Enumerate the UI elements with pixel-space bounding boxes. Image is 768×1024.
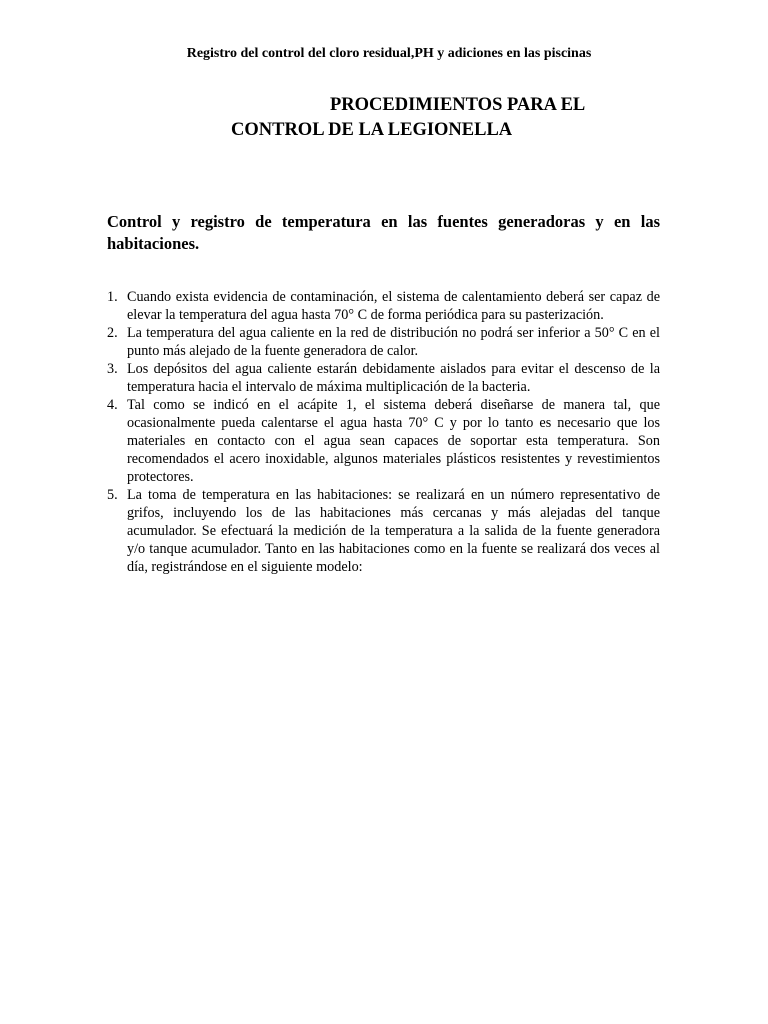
list-item-text: Cuando exista evidencia de contaminación, el sistema de calentamiento deberá ser capaz de elevar la temperatura del agua hasta 70° C de forma periódica para su pasterización. <box>127 289 660 323</box>
list-item-number: 5. <box>107 487 118 503</box>
list-item <box>107 288 660 324</box>
list-item-text: La temperatura del agua caliente en la red de distribución no podrá ser inferior a 50° C en el punto más alejado de la fuente generadora de calor. <box>127 325 660 359</box>
list-item <box>107 324 660 360</box>
main-title-line-1: PROCEDIMIENTOS PARA EL <box>330 95 586 115</box>
list-item-text: Los depósitos del agua caliente estarán debidamente aislados para evitar el descenso de la temperatura hacia el intervalo de máxima multiplicación de la bacteria. <box>127 361 660 395</box>
list-item <box>107 396 660 486</box>
main-title-line-2: CONTROL DE LA LEGIONELLA <box>231 120 513 140</box>
procedure-list <box>107 288 660 576</box>
list-item-number: 4. <box>107 397 118 413</box>
list-item-number: 3. <box>107 361 118 377</box>
list-item-text: Tal como se indicó en el acápite 1, el sistema deberá diseñarse de manera tal, que ocasionalmente pueda calentarse el agua hasta 70° C y por lo tanto es necesario que los materiales en contacto con el agua sean capaces de soportar esta temperatura. Son recomendados el acero inoxidable, algunos materiales plásticos resistentes y revestimientos protectores. <box>127 397 660 485</box>
list-item <box>107 486 660 576</box>
list-item-number: 2. <box>107 325 118 341</box>
section-heading: Control y registro de temperatura en las fuentes generadoras y en las habitaciones. <box>107 212 660 253</box>
list-item <box>107 360 660 396</box>
list-item-text: La toma de temperatura en las habitaciones: se realizará en un número representativo de grifos, incluyendo los de las habitaciones más cercanas y más alejadas del tanque acumulador. Se efectuará la medición de la temperatura a la salida de la fuente generadora y/o tanque acumulador. Tanto en las habitaciones como en la fuente se realizará dos veces al día, registrándose en el siguiente modelo: <box>127 487 660 575</box>
running-header: Registro del control del cloro residual,PH y adiciones en las piscinas <box>186 46 592 61</box>
list-item-number: 1. <box>107 289 118 305</box>
